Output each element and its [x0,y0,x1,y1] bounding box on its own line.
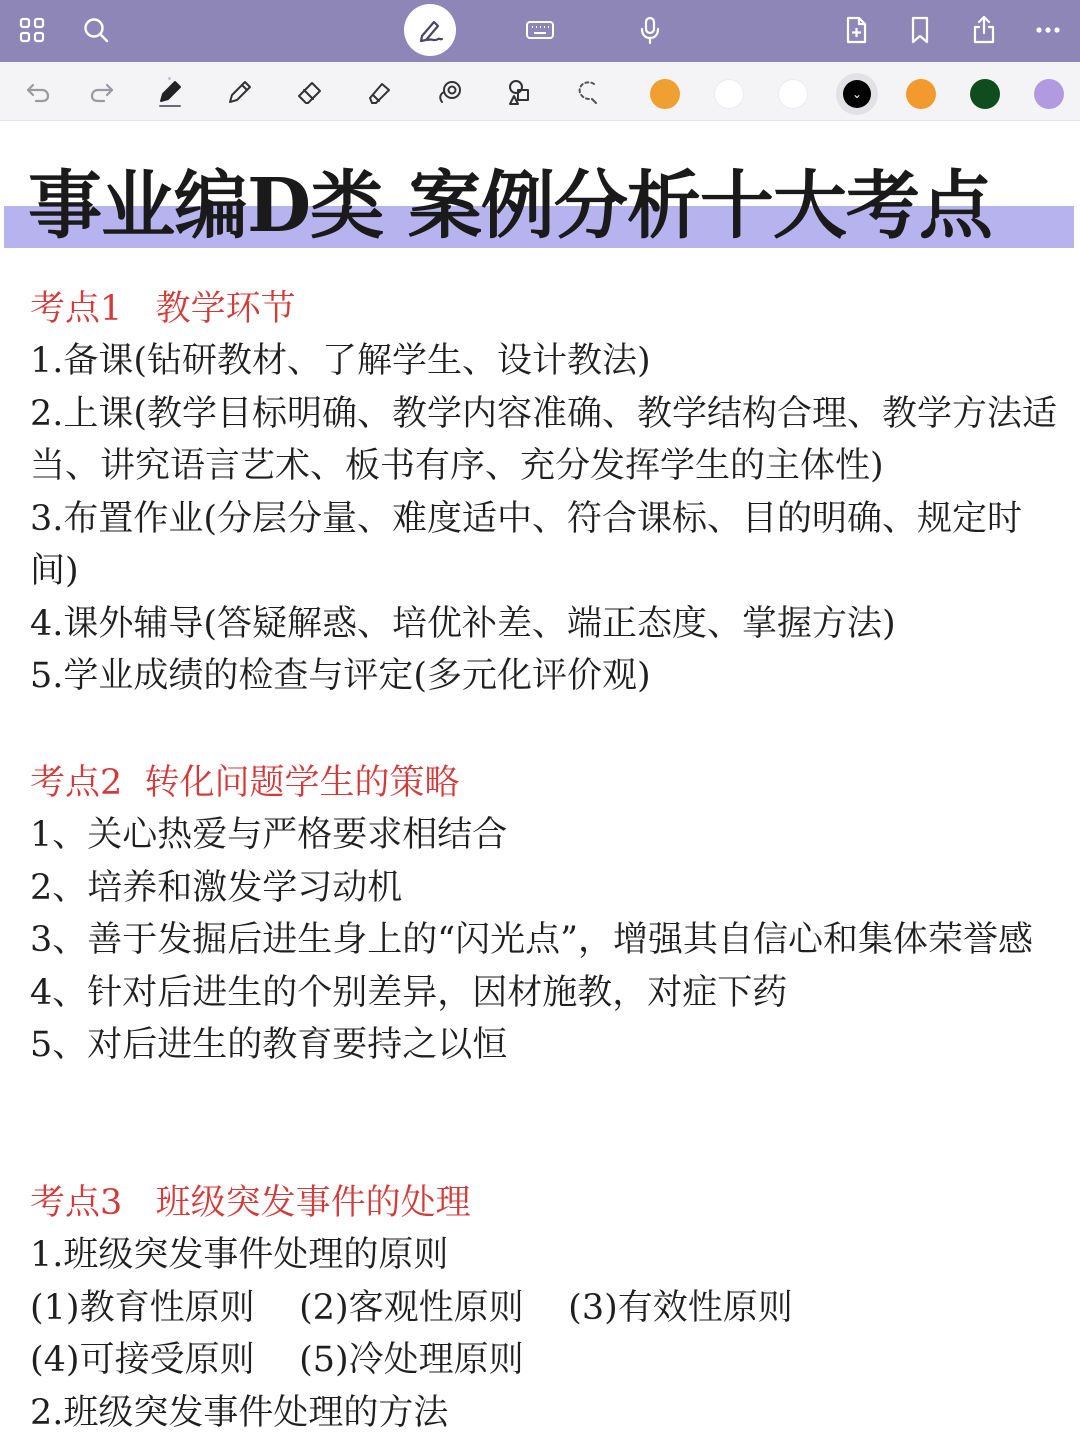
list-item: 2.班级突发事件处理的方法 [30,1392,449,1433]
list-item: 5.学业成绩的检查与评定(多元化评价观) [30,656,651,696]
pencil-icon[interactable] [222,74,258,110]
top-toolbar [0,0,1080,62]
section-heading: 考点1 教学环节 [30,289,296,329]
microphone-icon[interactable] [632,12,668,48]
lasso-select-icon[interactable] [570,74,606,110]
section-3 [30,1177,1060,1439]
color-swatch-white-2[interactable] [778,79,808,109]
highlighter-icon[interactable] [362,74,398,110]
color-swatch-orange-2[interactable] [906,79,936,109]
drawing-toolbar [0,62,1080,121]
keyboard-icon[interactable] [522,12,558,48]
list-item: 1、关心热爱与严格要求相结合 [30,815,508,855]
section-1 [30,283,1060,703]
list-item: (1)教育性原则 (2)客观性原则 (3)有效性原则 [30,1287,793,1328]
color-swatch-white[interactable] [714,79,744,109]
list-item: 2.上课(教学目标明确、教学内容准确、教学结构合理、教学方法适当、讲究语言艺术、板书有序、充分发挥学生的主体性) [30,393,1058,486]
list-item: 1.备课(钻研教材、了解学生、设计教法) [30,341,651,381]
lasso-icon[interactable] [432,74,468,110]
color-swatch-dark-green[interactable] [970,79,1000,109]
list-item: 1.班级突发事件处理的原则 [30,1235,449,1275]
fountain-pen-icon[interactable] [152,74,188,110]
title-block [4,158,1076,254]
more-icon[interactable] [1030,12,1066,48]
list-item: 3.布置作业(分层分量、难度适中、符合课标、目的明确、规定时间) [30,498,1023,591]
share-icon[interactable] [966,12,1002,48]
page-title: 事业编D类 案例分析十大考点 [28,163,992,249]
chevron-down-icon: ⌄ [843,80,871,108]
bookmark-icon[interactable] [902,12,938,48]
shapes-icon[interactable] [502,74,538,110]
section-heading: 考点2 转化问题学生的策略 [30,763,460,803]
pen-mode-icon[interactable] [404,4,456,56]
list-item: 5、对后进生的教育要持之以恒 [30,1025,508,1065]
add-page-icon[interactable] [838,12,874,48]
grid-icon[interactable] [14,12,50,48]
search-icon[interactable] [78,12,114,48]
eraser-icon[interactable] [292,74,328,110]
color-swatch-orange[interactable] [650,79,680,109]
color-swatch-black-selected[interactable] [836,73,878,115]
list-item: 3、善于发掘后进生身上的“闪光点”，增强其自信心和集体荣誉感 [30,920,1034,960]
color-swatch-purple[interactable] [1034,79,1064,109]
section-2 [30,757,1060,1072]
list-item: 4.课外辅导(答疑解惑、培优补差、端正态度、掌握方法) [30,603,896,644]
list-item: 4、针对后进生的个别差异，因材施教，对症下药 [30,972,788,1013]
section-heading: 考点3 班级突发事件的处理 [30,1183,471,1223]
redo-icon[interactable] [84,74,120,110]
note-page[interactable] [0,120,1080,1440]
undo-icon[interactable] [20,74,56,110]
svg-text:*: * [168,77,171,84]
list-item: 2、培养和激发学习动机 [30,867,403,908]
list-item: (4)可接受原则 (5)冷处理原则 [30,1340,524,1380]
